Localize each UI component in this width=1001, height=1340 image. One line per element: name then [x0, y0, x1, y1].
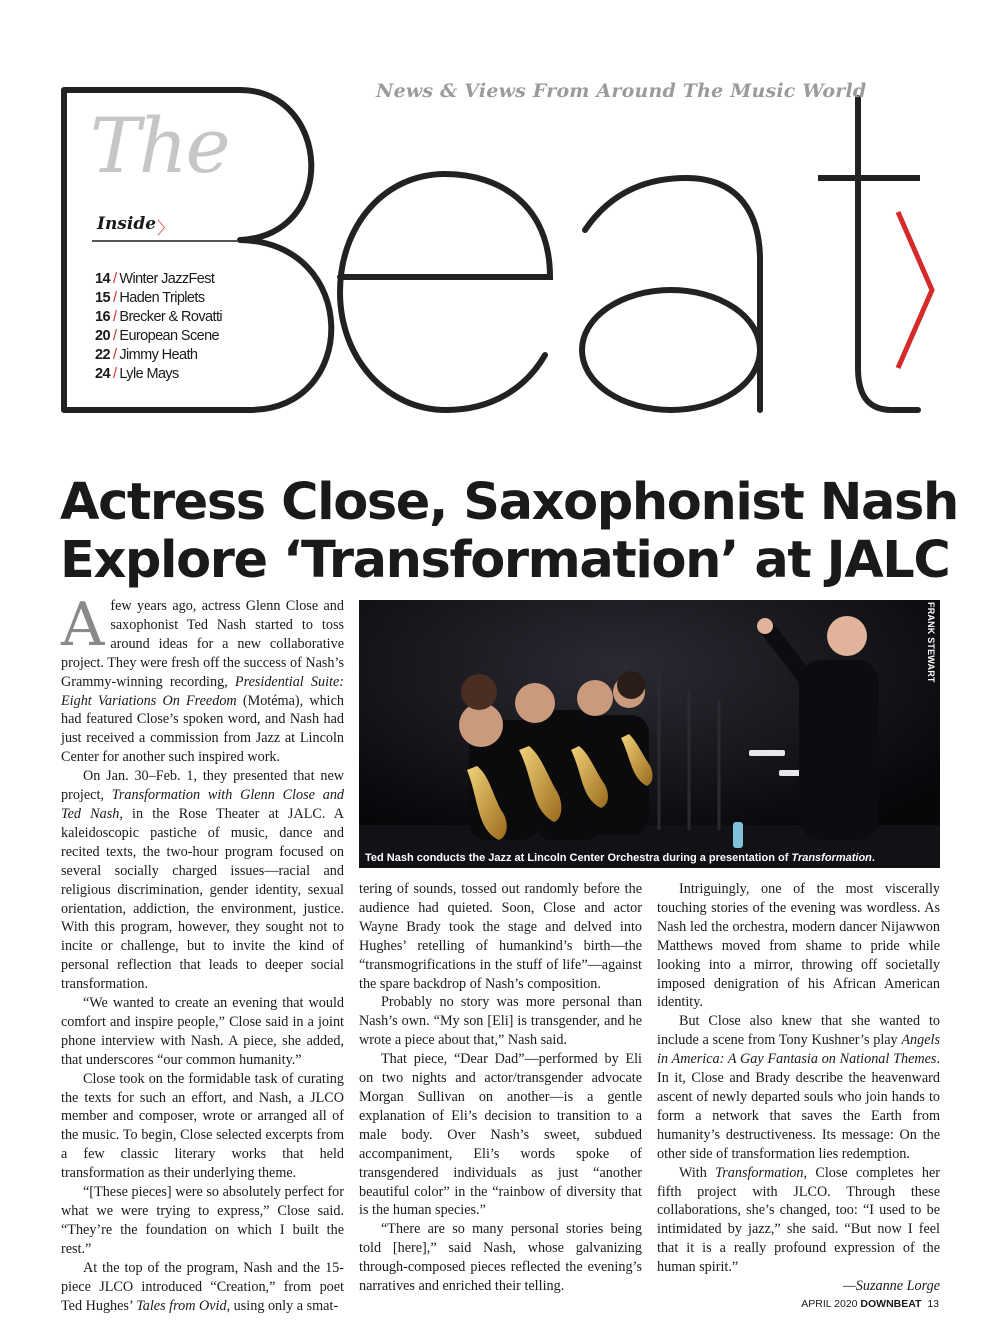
- beat-letter-a-stem: [585, 178, 760, 410]
- toc-slash: /: [112, 290, 117, 306]
- musician-head: [577, 680, 613, 716]
- toc-slash: /: [112, 347, 117, 363]
- toc-page: 22: [95, 347, 110, 363]
- toc-item[interactable]: [95, 308, 222, 327]
- conductor-body: [799, 660, 879, 840]
- toc-item[interactable]: [95, 365, 222, 384]
- author-signature: —Suzanne Lorge: [843, 1278, 940, 1295]
- page-footer: [801, 1298, 939, 1310]
- article-paragraph: [61, 1259, 344, 1316]
- headline-line-2: Explore ‘Transformation’ at JALC: [60, 531, 950, 590]
- headline-line-1: Actress Close, Saxophonist Nash: [60, 473, 958, 532]
- article-photo: [359, 600, 940, 868]
- article-column-1: [61, 590, 345, 1315]
- toc-item[interactable]: [95, 346, 222, 365]
- toc-page: 20: [95, 328, 110, 344]
- conductor-head: [827, 616, 867, 656]
- article-paragraph: tering of sounds, tossed out randomly before the audience had quieted. Soon, Close and actor Wayne Brady took the stage and delved into Hughes’ retelling of humankind’s birth—the “transmogrifications in the stuff of life”—against the spare backdrop of Nash’s composition.: [359, 881, 642, 992]
- article-paragraph: [657, 1012, 940, 1163]
- article-headline: [60, 474, 960, 590]
- photo-illustration: [359, 600, 940, 868]
- toc-slash: /: [112, 328, 117, 344]
- article-paragraph: [657, 1164, 940, 1277]
- italic-title: Transformation: [715, 1164, 804, 1181]
- paragraph-text: But Close also knew that she wanted to include a scene from Tony Kushner’s play: [657, 1013, 940, 1049]
- toc-title: Winter JazzFest: [119, 271, 215, 287]
- italic-title: Presidential Suite: Eight Variations On Freedom: [61, 673, 344, 709]
- article-paragraph: Intriguingly, one of the most viscerally touching stories of the evening was wordless. As Nash led the orchestra, modern dancer Nijawwon Matthews moved from shame to pride while looking into a mirror, throwing off societally imposed denigration of his African American identity.: [657, 881, 940, 1011]
- photo-credit: [922, 600, 938, 683]
- paragraph-text: few years ago, actress Glenn Close and saxophonist Ted Nash started to toss around ideas for a new collaborative project. They were fresh off the success of Nash’s Grammy-winning recording,: [61, 598, 344, 690]
- paragraph-text: On Jan. 30–Feb. 1, they presented that new project,: [61, 768, 344, 804]
- paragraph-text: With: [679, 1164, 716, 1181]
- article-paragraph: [61, 590, 344, 767]
- italic-title: Transformation with Glenn Close and Ted Nash: [61, 787, 345, 822]
- toc-title: Haden Triplets: [119, 290, 205, 306]
- beat-letter-a-bowl: [582, 290, 760, 410]
- toc-page: 15: [95, 290, 110, 306]
- toc-item[interactable]: [95, 270, 222, 289]
- beat-red-chevron-icon: [898, 212, 932, 368]
- beat-letter-e: [340, 174, 550, 410]
- toc-slash: /: [112, 366, 117, 382]
- toc-item[interactable]: [95, 327, 222, 346]
- toc-page: 16: [95, 309, 110, 325]
- inside-rule: [92, 240, 238, 242]
- article-paragraph: That piece, “Dear Dad”—performed by Eli on two nights and actor/transgender advocate Morgan Sullivan on another—is a gentle explanation of Eli’s decision to transition to a male body. Over Nash’s sweet, subdued accompaniment, Eli’s words spoke of transgendered individuals as just “another beautiful color” in the “rainbow of diversity that is the human species.”: [359, 1051, 642, 1219]
- drop-cap: A: [61, 590, 105, 660]
- article-column-2: [359, 880, 642, 1296]
- inside-label: Inside: [97, 214, 157, 234]
- toc-page: 24: [95, 366, 110, 382]
- footer-page-number: 13: [927, 1298, 939, 1310]
- footer-magazine: DOWNBEAT: [860, 1298, 922, 1310]
- article-paragraph: Probably no story was more personal than Nash’s own. “My son [Eli] is transgender, and he wrote a piece about that,” Nash said.: [359, 994, 642, 1049]
- article-paragraph: “There are so many personal stories being told [here],” said Nash, whose galvanizing through-composed pieces reflected the evening’s narratives and enriched their telling.: [359, 1221, 642, 1295]
- musician-head: [515, 683, 555, 723]
- footer-date: APRIL 2020: [801, 1298, 858, 1310]
- article-paragraph: “[These pieces] were so absolutely perfect for what we were trying to express,” Close said. “They’re the foundation on which I built the rest.”: [61, 1184, 344, 1257]
- beat-letter-t-stem: [858, 98, 918, 410]
- inside-toc: [95, 270, 222, 384]
- caption-text: Ted Nash conducts the Jazz at Lincoln Center Orchestra during a presentation of: [365, 852, 792, 864]
- article-paragraph: Close took on the formidable task of curating the texts for such an effort, and Nash, a JLCO member and composer, wrote or arranged all of the music. To begin, Close selected excerpts from a few classic literary works that held transformation as their underlying theme.: [61, 1070, 344, 1182]
- masthead-tagline: News & Views From Around The Music World: [376, 80, 867, 102]
- toc-item[interactable]: [95, 289, 222, 308]
- photo-credit-text: FRANK STEWART: [926, 602, 936, 683]
- photo-caption: [365, 852, 875, 864]
- toc-title: European Scene: [119, 328, 220, 344]
- paragraph-text: , in the Rose Theater at JALC. A kaleidoscopic pastiche of music, dance and recited texts, the two-hour program focused on several socially charged issues—racial and religious discrimination, gender identity, sexual orientation, addiction, the environment, justice. With this program, however, they sought not to incite or challenge, but to invite the kind of personal reflection that leads to deeper social transformation.: [61, 805, 344, 993]
- paragraph-text: , using only a smat-: [226, 1297, 339, 1314]
- caption-end: .: [871, 852, 875, 864]
- article-column-3: [657, 880, 940, 1296]
- toc-title: Lyle Mays: [119, 366, 179, 382]
- article-paragraph: [61, 767, 344, 994]
- masthead-the: The: [90, 101, 229, 190]
- italic-title: Tales from Ovid: [136, 1297, 227, 1314]
- article-paragraph: “We wanted to create an evening that would comfort and inspire people,” Close said in a joint phone interview with Nash. A piece, she added, that underscores “our common humanity.”: [61, 995, 344, 1068]
- paragraph-text: , Close completes her fifth project with JLCO. Through these collaborations, she’s changed, too: “I used to be intimidated by jazz,” she said. “But now I feel that it is a really profound expression of the human spirit.”: [657, 1164, 940, 1276]
- masthead: [0, 0, 1001, 440]
- paragraph-text: . In it, Close and Brady describe the heavenward ascent of newly departed souls who join hands to form a network that saves the Earth from humanity’s destructiveness. Its message: On the other side of transformation lies redemption.: [657, 1051, 940, 1162]
- toc-slash: /: [112, 309, 117, 325]
- toc-page: 14: [95, 271, 110, 287]
- toc-title: Brecker & Rovatti: [119, 309, 222, 325]
- caption-title: Transformation: [791, 852, 872, 864]
- inside-chevron-icon: 〉: [157, 219, 174, 239]
- toc-title: Jimmy Heath: [119, 347, 198, 363]
- italic-title: Angels in America: A Gay Fantasia on National Themes: [657, 1032, 940, 1068]
- toc-slash: /: [112, 271, 117, 287]
- paragraph-text: (Motéma), which had featured Close’s spoken word, and Nash had just received a commission from Jazz at Lincoln Center for another such inspired work.: [61, 692, 344, 766]
- paragraph-text: At the top of the program, Nash and the 15-piece JLCO introduced “Creation,” from poet Ted Hughes’: [61, 1259, 344, 1314]
